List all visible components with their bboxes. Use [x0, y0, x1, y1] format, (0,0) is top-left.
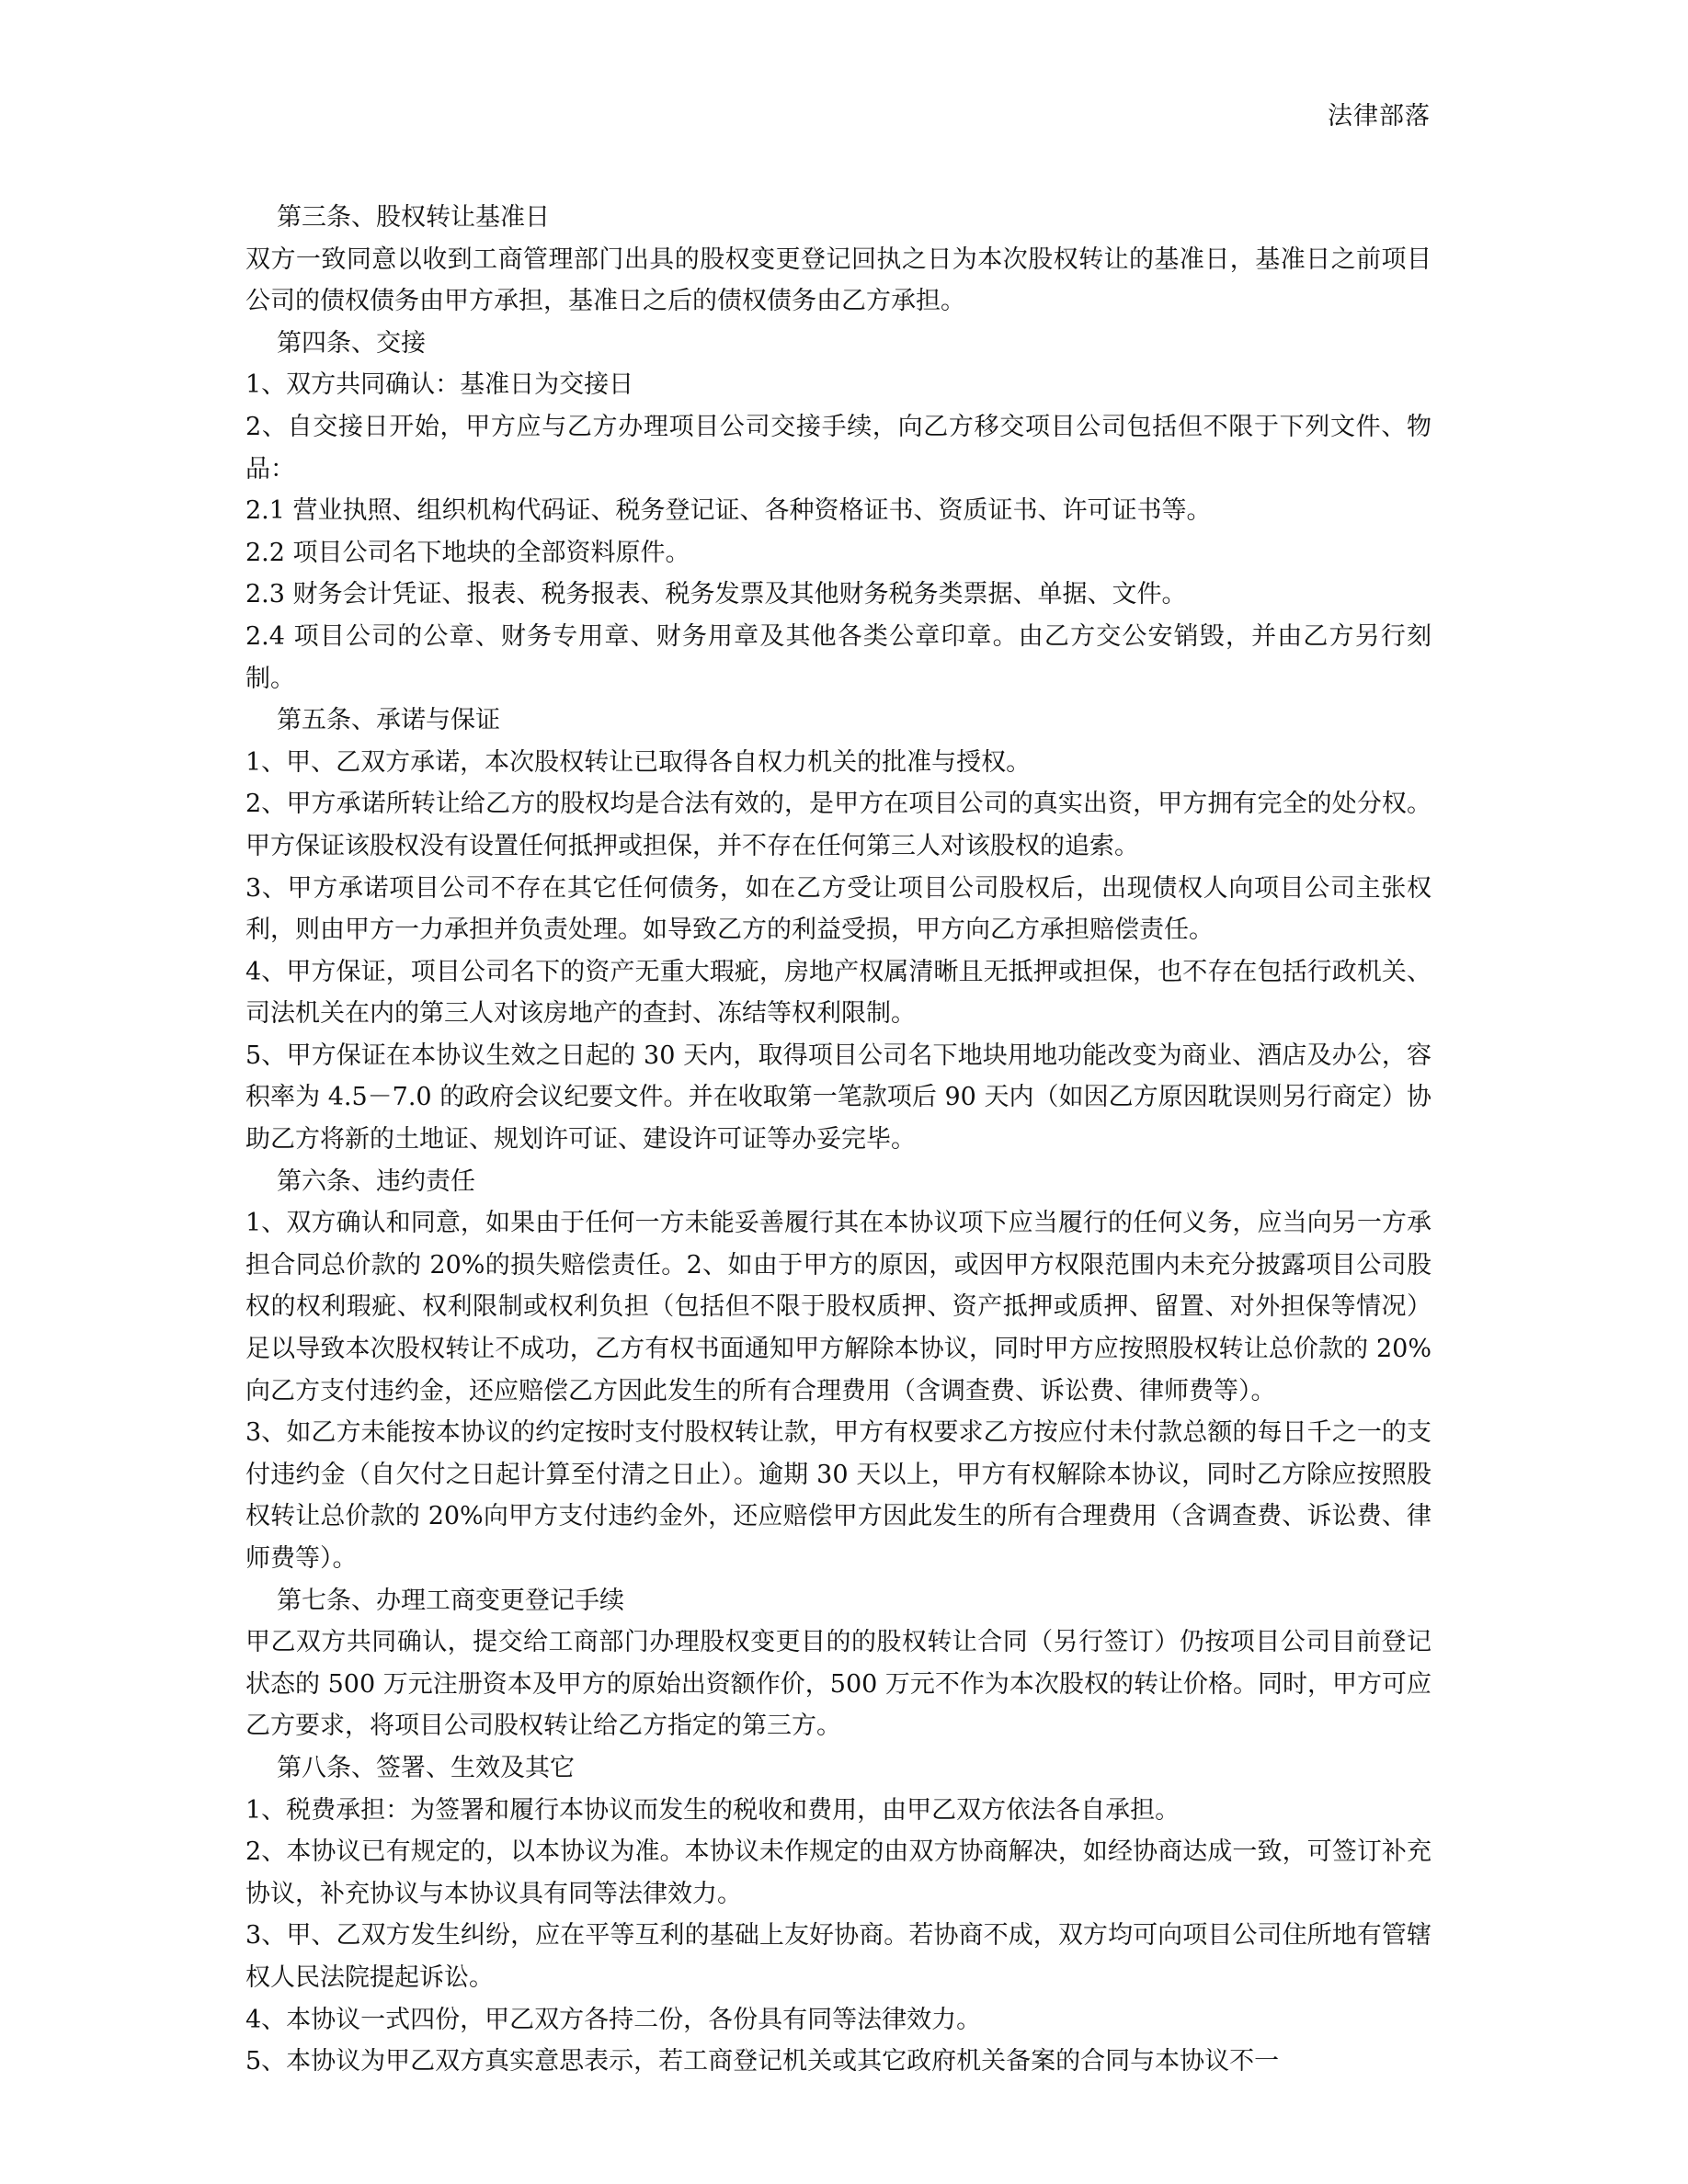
section-heading: 第三条、股权转让基准日: [277, 203, 550, 232]
body-paragraph: 2、自交接日开始，甲方应与乙方办理项目公司交接手续，向乙方移交项目公司包括但不限于下列文件、物品：: [245, 412, 1431, 483]
body-paragraph: 2、本协议已有规定的，以本协议为准。本协议未作规定的由双方协商解决，如经协商达成一致，可签订补充协议，补充协议与本协议具有同等法律效力。: [245, 1837, 1431, 1908]
body-paragraph: 2.1 营业执照、组织机构代码证、税务登记证、各种资格证书、资质证书、许可证书等。: [245, 496, 1212, 526]
body-paragraph: 2、甲方承诺所转让给乙方的股权均是合法有效的，是甲方在项目公司的真实出资，甲方拥有完全的处分权。甲方保证该股权没有设置任何抵押或担保，并不存在任何第三人对该股权的追索。: [245, 790, 1431, 860]
section-heading: 第四条、交接: [277, 328, 426, 358]
document-body: [245, 197, 1431, 2083]
body-paragraph: 4、本协议一式四份，甲乙双方各持二份，各份具有同等法律效力。: [245, 2005, 982, 2034]
body-paragraph: 2.3 财务会计凭证、报表、税务报表、税务发票及其他财务税务类票据、单据、文件。: [245, 580, 1187, 609]
body-paragraph: 1、双方确认和同意，如果由于任何一方未能妥善履行其在本协议项下应当履行的任何义务，应当向另一方承担合同总价款的 20%的损失赔偿责任。2、如由于甲方的原因，或因甲方权限范围内未充分披露项目公司股权的权利瑕疵、权利限制或权利负担（包括但不限于股权质押、资产抵押或质押、留置、对外担保等情况）足以导致本次股权转让不成功，乙方有权书面通知甲方解除本协议，同时甲方应按照股权转让总价款的 20%向乙方支付违约金，还应赔偿乙方因此发生的所有合理费用（含调查费、诉讼费、律师费等）。: [245, 1209, 1431, 1405]
body-paragraph: 5、甲方保证在本协议生效之日起的 30 天内，取得项目公司名下地块用地功能改变为商业、酒店及办公，容积率为 4.5－7.0 的政府会议纪要文件。并在收取第一笔款项后 90 天内（如因乙方原因耽误则另行商定）协助乙方将新的土地证、规划许可证、建设许可证等办妥完毕。: [245, 1041, 1431, 1155]
body-paragraph: 3、如乙方未能按本协议的约定按时支付股权转让款，甲方有权要求乙方按应付未付款总额的每日千之一的支付违约金（自欠付之日起计算至付清之日止）。逾期 30 天以上，甲方有权解除本协议，同时乙方除应按照股权转让总价款的 20%向甲方支付违约金外，还应赔偿甲方因此发生的所有合理费用（含调查费、诉讼费、律师费等）。: [245, 1418, 1431, 1573]
body-paragraph: 1、甲、乙双方承诺，本次股权转让已取得各自权力机关的批准与授权。: [245, 747, 1032, 777]
section-heading: 第七条、办理工商变更登记手续: [277, 1586, 624, 1615]
body-paragraph: 1、双方共同确认：基准日为交接日: [245, 370, 634, 400]
body-paragraph: 甲乙双方共同确认，提交给工商部门办理股权变更目的的股权转让合同（另行签订）仍按项目公司目前登记状态的 500 万元注册资本及甲方的原始出资额作价，500 万元不作为本次股权的转让价格。同时，甲方可应乙方要求，将项目公司股权转让给乙方指定的第三方。: [245, 1628, 1431, 1741]
header-brand: 法律部落: [1328, 102, 1431, 131]
body-paragraph: 1、税费承担：为签署和履行本协议而发生的税收和费用，由甲乙双方依法各自承担。: [245, 1795, 1180, 1825]
body-paragraph: 2.4 项目公司的公章、财务专用章、财务用章及其他各类公章印章。由乙方交公安销毁，并由乙方另行刻制。: [245, 621, 1431, 693]
body-paragraph: 双方一致同意以收到工商管理部门出具的股权变更登记回执之日为本次股权转让的基准日，基准日之前项目公司的债权债务由甲方承担，基准日之后的债权债务由乙方承担。: [245, 245, 1431, 316]
body-paragraph: 3、甲、乙双方发生纠纷，应在平等互利的基础上友好协商。若协商不成，双方均可向项目公司住所地有管辖权人民法院提起诉讼。: [245, 1921, 1431, 1992]
section-heading: 第五条、承诺与保证: [277, 706, 500, 735]
body-paragraph: 5、本协议为甲乙双方真实意思表示，若工商登记机关或其它政府机关备案的合同与本协议不一: [245, 2047, 1280, 2076]
body-paragraph: 3、甲方承诺项目公司不存在其它任何债务，如在乙方受让项目公司股权后，出现债权人向项目公司主张权利，则由甲方一力承担并负责处理。如导致乙方的利益受损，甲方向乙方承担赔偿责任。: [245, 873, 1431, 945]
section-heading: 第六条、违约责任: [277, 1166, 475, 1196]
section-heading: 第八条、签署、生效及其它: [277, 1753, 575, 1782]
body-paragraph: 2.2 项目公司名下地块的全部资料原件。: [245, 538, 690, 567]
body-paragraph: 4、甲方保证，项目公司名下的资产无重大瑕疵，房地产权属清晰且无抵押或担保，也不存在包括行政机关、司法机关在内的第三人对该房地产的查封、冻结等权利限制。: [245, 957, 1431, 1029]
